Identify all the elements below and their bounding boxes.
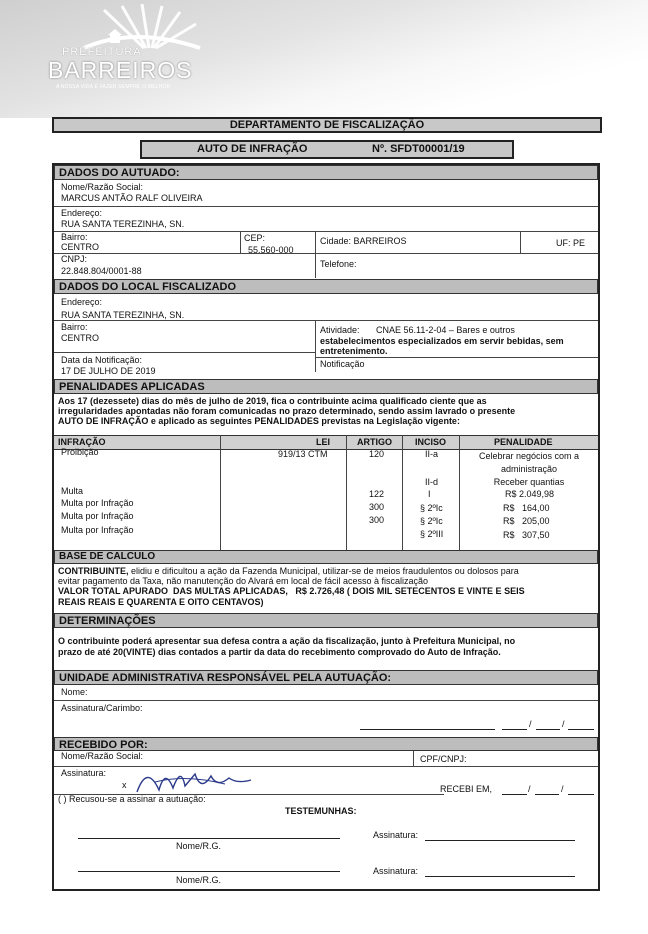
row4-pen: R$ 164,00	[503, 503, 550, 513]
row1-lei: 919/13 CTM	[278, 449, 328, 459]
col-infracao: INFRAÇÃO	[58, 437, 106, 447]
section-penalidades: PENALIDADES APLICADAS	[54, 379, 598, 394]
auto-number: Nº. SFDT00001/19	[372, 143, 465, 155]
logo-barreiros: BARREIROS	[48, 57, 193, 83]
col-inciso: INCISO	[415, 437, 447, 447]
unidade-assinatura-label: Assinatura/Carimbo:	[61, 703, 143, 713]
determinacoes-l2: prazo de até 20(VINTE) dias contados a partir da data do recebimento comprovado do Auto de Infração.	[58, 647, 501, 657]
testemunha1-signature-line[interactable]	[425, 840, 575, 841]
atividade-l2: estabelecimentos especializados em servir bebidas, sem	[320, 336, 564, 346]
penalidades-l2: irregularidades apontadas não foram comunicadas no prazo determinado, sendo assim lavrado o presente	[58, 406, 516, 416]
col-artigo: ARTIGO	[357, 437, 392, 447]
unidade-signature-line[interactable]	[360, 729, 495, 730]
testemunhas-label: TESTEMUNHAS:	[285, 806, 357, 816]
section-determinacoes: DETERMINAÇÕES	[54, 613, 598, 628]
row3-artigo: 122	[369, 489, 385, 499]
row4-infracao: Multa por Infração	[61, 498, 134, 508]
penalidades-l3: AUTO DE INFRAÇÃO e aplicado as seguintes PENALIDADES previstas na Legislação vigente:	[58, 416, 460, 426]
row2-pen1: Receber quantias	[493, 477, 565, 487]
testemunha1-nome-rg: Nome/R.G.	[176, 841, 222, 851]
base-l1: CONTRIBUINTE, elidiu e dificultou a ação da Fazenda Municipal, utilizar-se de meios fraudulentos ou dolosos para	[58, 566, 519, 576]
recebi-em-label: RECEBI EM,	[440, 784, 493, 794]
row5-pen: R$ 205,00	[503, 516, 550, 526]
row3-pen: R$ 2.049,98	[505, 489, 555, 499]
atividade-l3: entretenimento.	[320, 346, 388, 356]
endereco-value: RUA SANTA TEREZINHA, SN.	[61, 219, 185, 229]
penalidades-l1: Aos 17 (dezessete) dias do mês de julho de 2019, fica o contribuinte acima qualificado ciente que as	[58, 396, 487, 406]
row1-pen2: administração	[500, 464, 558, 474]
penalties-table-header	[54, 435, 598, 450]
row6-pen: R$ 307,50	[503, 530, 550, 540]
recebido-assinatura-label: Assinatura:	[61, 768, 107, 778]
auto-header	[140, 140, 514, 159]
recebido-date-year[interactable]	[568, 794, 594, 795]
data-value: 17 DE JULHO DE 2019	[61, 366, 156, 376]
cep-value: 55.560-000	[248, 245, 294, 255]
logo-tagline: A NOSSA VIDA É FAZER SEMPRE O MELHOR	[56, 84, 171, 90]
recebido-date-day[interactable]	[502, 794, 527, 795]
atividade-label: Atividade:	[320, 325, 360, 335]
dept-header: DEPARTAMENTO DE FISCALIZAÇÃO	[52, 117, 602, 133]
col-penalidade: PENALIDADE	[494, 437, 553, 447]
row1-artigo: 120	[369, 449, 385, 459]
x-mark: x	[122, 780, 127, 790]
row2-inciso: II-d	[425, 477, 439, 487]
cnpj-label: CNPJ:	[61, 254, 88, 264]
base-l4: REAIS REAIS E QUARENTA E OITO CENTAVOS)	[58, 597, 264, 607]
telefone-label: Telefone:	[320, 259, 357, 269]
logo	[30, 4, 210, 104]
row6-infracao: Multa por Infração	[61, 525, 134, 535]
unidade-date-day[interactable]	[502, 729, 527, 730]
handwritten-signature	[125, 762, 260, 798]
local-bairro-label: Bairro:	[61, 322, 88, 332]
local-endereco-label: Endereço:	[61, 297, 103, 307]
unidade-date-year[interactable]	[568, 729, 594, 730]
base-l2: evitar pagamento da Taxa, não manutenção do Alvará em local de fácil acesso à fiscalização	[58, 576, 429, 586]
row3-inciso: I	[428, 489, 431, 499]
row6-inciso: § 2ºIII	[420, 529, 444, 539]
unidade-nome-label: Nome:	[61, 687, 88, 697]
section-unidade: UNIDADE ADMINISTRATIVA RESPONSÁVEL PELA AUTUAÇÃO:	[54, 670, 598, 685]
logo-prefeitura: PREFEITURA	[62, 46, 142, 58]
notificacao-label: Notificação	[320, 359, 365, 369]
local-endereco-value: RUA SANTA TEREZINHA, SN.	[61, 310, 185, 320]
col-lei: LEI	[316, 437, 331, 447]
row3-infracao: Multa	[61, 486, 84, 496]
data-label: Data da Notificação:	[61, 355, 143, 365]
row5-inciso: § 2ºIc	[420, 516, 443, 526]
section-autuado: DADOS DO AUTUADO:	[54, 165, 598, 180]
row4-inciso: § 2ºIc	[420, 503, 443, 513]
testemunha1-line[interactable]	[78, 838, 340, 839]
cep-label: CEP:	[244, 233, 266, 243]
row5-artigo: 300	[369, 515, 385, 525]
row1-infracao: Proibição	[61, 447, 99, 457]
bairro-label: Bairro:	[61, 232, 88, 242]
row1-pen1: Celebrar negócios com a	[478, 451, 580, 461]
nome-label: Nome/Razão Social:	[61, 182, 144, 192]
cnpj-value: 22.848.804/0001-88	[61, 266, 142, 276]
atividade-l1: CNAE 56.11-2-04 – Bares e outros	[376, 325, 515, 335]
local-bairro-value: CENTRO	[61, 333, 99, 343]
recebido-nome-label: Nome/Razão Social:	[61, 751, 144, 761]
row5-infracao: Multa por Infração	[61, 511, 134, 521]
unidade-date-month[interactable]	[536, 729, 560, 730]
base-l3: VALOR TOTAL APURADO DAS MULTAS APLICADAS, R$ 2.726,48 ( DOIS MIL SETECENTOS E VINTE E SEIS	[58, 586, 525, 596]
bairro-value: CENTRO	[61, 242, 99, 252]
row1-inciso: II-a	[425, 449, 439, 459]
recebido-date-month[interactable]	[535, 794, 559, 795]
endereco-label: Endereço:	[61, 208, 103, 218]
nome-value: MARCUS ANTÃO RALF OLIVEIRA	[61, 193, 203, 203]
auto-title: AUTO DE INFRAÇÃO	[197, 143, 308, 155]
recusou-checkbox[interactable]: ( ) Recusou-se a assinar a autuação:	[58, 794, 206, 804]
testemunha2-assinatura: Assinatura:	[373, 866, 419, 876]
testemunha1-assinatura: Assinatura:	[373, 830, 419, 840]
uf-field: UF: PE	[556, 238, 586, 248]
determinacoes-l1: O contribuinte poderá apresentar sua defesa contra a ação da fiscalização, junto à Prefeitura Municipal, no	[58, 636, 516, 646]
testemunha2-signature-line[interactable]	[425, 876, 575, 877]
testemunha2-nome-rg: Nome/R.G.	[176, 875, 222, 885]
cidade-field: Cidade: BARREIROS	[320, 236, 407, 246]
section-base: BASE DE CALCULO	[54, 550, 598, 564]
row4-artigo: 300	[369, 502, 385, 512]
cpf-label: CPF/CNPJ:	[420, 754, 467, 764]
section-recebido: RECEBIDO POR:	[54, 737, 598, 751]
testemunha2-line[interactable]	[78, 871, 340, 872]
section-local: DADOS DO LOCAL FISCALIZADO	[54, 279, 598, 294]
